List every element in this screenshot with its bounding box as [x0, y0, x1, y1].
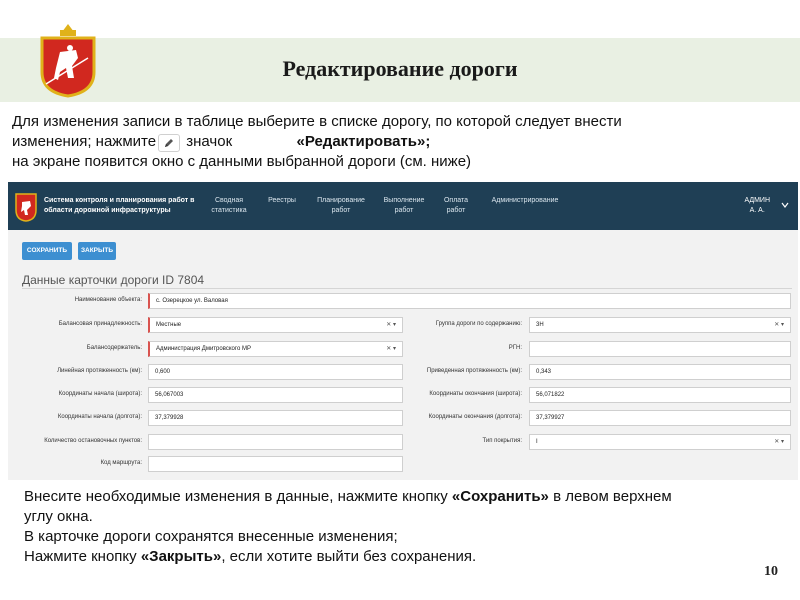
intro-line-2 — [12, 132, 792, 152]
end-lat-value: 56,071822 — [536, 392, 565, 398]
reduced-length-label: Приведенная протяженность (км): — [426, 368, 522, 374]
nav-item-execution[interactable]: Выполнение работ — [383, 197, 425, 214]
linear-length-value: 0,600 — [155, 369, 171, 375]
balance-holder-select[interactable] — [148, 341, 403, 357]
intro-line-2-start: изменения; нажмите — [12, 133, 157, 150]
start-lon-field[interactable] — [148, 410, 403, 426]
linear-length-field[interactable] — [148, 364, 403, 380]
outro-line-4-end: , если хотите выйти без сохранения. — [221, 548, 477, 565]
reduced-length-value: 0,343 — [536, 369, 552, 375]
stops-count-field[interactable] — [148, 434, 403, 450]
user-menu[interactable] — [744, 196, 770, 216]
start-lat-label: Координаты начала (широта): — [58, 391, 142, 397]
maintenance-group-value: 3Н — [536, 322, 544, 328]
clear-select-icon[interactable]: ✕ ▾ — [774, 439, 784, 445]
surface-type-select[interactable] — [529, 434, 791, 450]
app-navbar — [8, 182, 798, 230]
clear-select-icon[interactable]: ✕ ▾ — [774, 322, 784, 328]
nav-item-registries[interactable]: Реестры — [268, 197, 296, 204]
outro-line-2: углу окна. — [24, 508, 93, 525]
page-number: 10 — [764, 564, 778, 579]
outro-line-4 — [24, 547, 794, 567]
end-lon-label: Координаты окончания (долгота): — [428, 414, 522, 420]
app-system-name: Система контроля и планирования работ в области дорожной инфраструктуры — [44, 197, 195, 214]
user-initials: А. А. — [749, 207, 765, 214]
end-lon-value: 37,379927 — [536, 415, 565, 421]
object-name-label: Наименование объекта: — [74, 297, 142, 303]
nav-item-planning[interactable]: Планирование работ — [317, 197, 365, 214]
object-name-field[interactable] — [148, 293, 791, 309]
start-lat-value: 56,067003 — [155, 392, 184, 398]
close-command-name: «Закрыть» — [140, 548, 222, 565]
save-button[interactable]: СОХРАНИТЬ — [22, 242, 72, 260]
balance-affiliation-label: Балансовая принадлежность: — [58, 321, 142, 327]
save-command-name: «Сохранить» — [451, 488, 549, 505]
linear-length-label: Линейная протяженность (км): — [57, 368, 142, 374]
end-lat-field[interactable] — [529, 387, 791, 403]
end-lon-field[interactable] — [529, 410, 791, 426]
balance-affiliation-select[interactable] — [148, 317, 403, 333]
rgn-label: РГН: — [508, 345, 522, 351]
road-card-app-screenshot — [8, 182, 798, 480]
slide-title: Редактирование дороги — [282, 56, 518, 81]
outro-line-1-end: в левом верхнем — [553, 488, 672, 505]
start-lon-label: Координаты начала (долгота): — [57, 414, 142, 420]
chevron-down-icon[interactable] — [780, 200, 790, 210]
divider — [22, 288, 792, 289]
maintenance-group-select[interactable] — [529, 317, 791, 333]
clear-select-icon[interactable]: ✕ ▾ — [386, 346, 396, 352]
route-code-label: Код маршрута: — [100, 460, 142, 466]
card-title: Данные карточки дороги ID 7804 — [22, 273, 205, 287]
clear-select-icon[interactable]: ✕ ▾ — [386, 322, 396, 328]
outro-line-1-start: Внесите необходимые изменения в данные, нажмите кнопку — [24, 488, 448, 505]
nav-item-payment[interactable]: Оплата работ — [443, 197, 469, 214]
intro-line-2-mid: значок — [186, 133, 233, 150]
close-button[interactable]: ЗАКРЫТЬ — [78, 242, 116, 260]
user-name: АДМИН — [744, 197, 770, 204]
app-logo-icon — [14, 190, 38, 222]
outro-line-4-start: Нажмите кнопку — [24, 548, 137, 565]
maintenance-group-label: Группа дороги по содержанию: — [435, 321, 522, 327]
outro-text — [24, 487, 794, 567]
balance-holder-value: Администрация Дмитровского МР — [156, 346, 251, 352]
object-name-value: с. Озерецкое ул. Валовая — [156, 298, 228, 304]
start-lat-field[interactable] — [148, 387, 403, 403]
balance-holder-label: Балансодержатель: — [86, 345, 142, 351]
intro-text — [12, 112, 792, 172]
rgn-field[interactable] — [529, 341, 791, 357]
surface-type-value: I — [536, 439, 538, 445]
reduced-length-field[interactable] — [529, 364, 791, 380]
intro-line-3: на экране появится окно с данными выбранной дороги (см. ниже) — [12, 153, 472, 170]
outro-line-1 — [24, 487, 794, 507]
balance-affiliation-value: Местные — [156, 322, 182, 328]
pencil-icon — [158, 134, 180, 152]
nav-item-administration[interactable]: Администрирование — [491, 197, 559, 204]
outro-line-3: В карточке дороги сохранятся внесенные изменения; — [24, 528, 398, 545]
start-lon-value: 37,379928 — [155, 415, 184, 421]
nav-item-summary-stats[interactable]: Сводная статистика — [211, 197, 247, 214]
stops-count-label: Количество остановочных пунктов: — [44, 438, 142, 444]
end-lat-label: Координаты окончания (широта): — [429, 391, 522, 397]
route-code-field[interactable] — [148, 456, 403, 472]
surface-type-label: Тип покрытия: — [482, 438, 522, 444]
intro-line-1: Для изменения записи в таблице выберите в списке дорогу, по которой следует внести — [12, 113, 622, 130]
edit-command-name: «Редактировать»; — [296, 133, 431, 150]
